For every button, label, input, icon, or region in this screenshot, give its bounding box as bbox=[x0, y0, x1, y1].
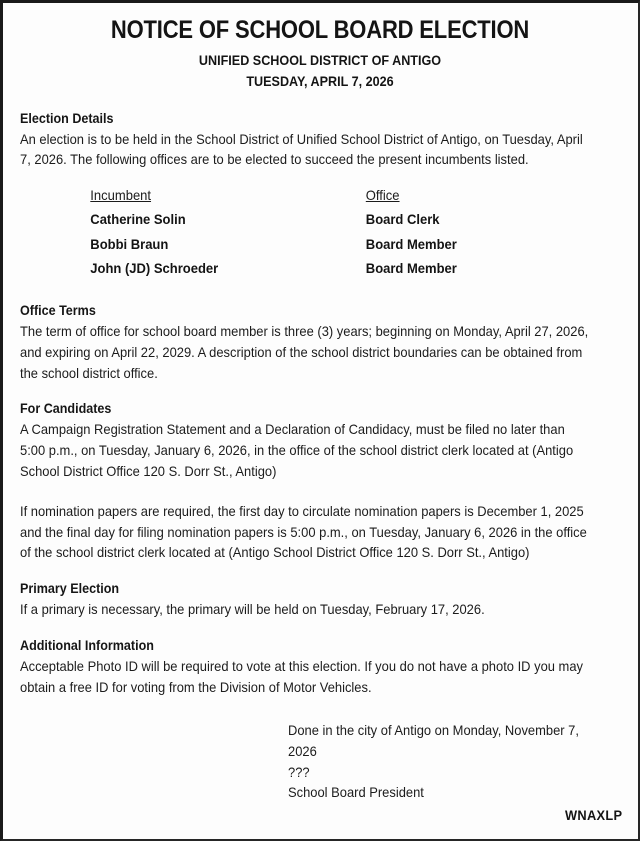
cell-office-title: Board Member bbox=[365, 260, 457, 276]
section-body-additional-information: Acceptable Photo ID will be required to vote at this election. If you do not have a photo ID you may obtain a free ID for voting from the Division of Motor Vehicles. bbox=[20, 658, 583, 695]
cell-incumbent-name: Bobbi Braun bbox=[90, 236, 169, 252]
document-masthead bbox=[20, 3, 620, 91]
section-additional-information bbox=[20, 638, 623, 699]
election-date-line: TUESDAY, APRIL 7, 2026 bbox=[246, 72, 394, 89]
section-heading-primary-election: Primary Election bbox=[20, 581, 120, 597]
section-office-terms bbox=[20, 303, 623, 384]
cell-incumbent-name: Catherine Solin bbox=[90, 212, 186, 228]
section-election-details bbox=[20, 111, 623, 172]
section-for-candidates bbox=[20, 401, 623, 564]
legal-notice-mark: WNAXLP bbox=[564, 808, 622, 823]
column-header-incumbent: Incumbent bbox=[90, 188, 152, 204]
table-row bbox=[20, 259, 584, 283]
section-body-for-candidates-1: A Campaign Registration Statement and a Declaration of Candidacy, must be filed no later than 5:00 p.m., on Tuesday, January 6, 2026, in the office of the school district clerk located at (Antigo School District Office 120 S. Dorr St., Antigo) bbox=[20, 422, 574, 479]
table-row bbox=[20, 235, 584, 259]
incumbent-office-table bbox=[20, 188, 584, 283]
section-body-primary-election: If a primary is necessary, the primary will be held on Tuesday, February 17, 2026. bbox=[20, 602, 485, 618]
column-header-office: Office bbox=[365, 188, 400, 204]
section-body-election-details: An election is to be held in the School District of Unified School District of Antigo, on Tuesday, April 7, 2026. The following offices are to be elected to succeed the present incumbents listed. bbox=[20, 131, 583, 168]
document-content-area bbox=[20, 3, 620, 839]
cell-incumbent-name: John (JD) Schroeder bbox=[90, 260, 219, 276]
section-body-office-terms: The term of office for school board member is three (3) years; beginning on Monday, April 27, 2026, and expiring on April 22, 2029. A description of the school district boundaries can be obtained from the school district office. bbox=[20, 323, 589, 381]
section-heading-office-terms: Office Terms bbox=[20, 303, 96, 319]
signature-name-placeholder: ??? bbox=[288, 764, 310, 780]
district-subtitle: UNIFIED SCHOOL DISTRICT OF ANTIGO bbox=[198, 52, 442, 68]
cell-office-title: Board Member bbox=[365, 236, 457, 252]
table-row bbox=[20, 210, 584, 234]
cell-office-title: Board Clerk bbox=[365, 212, 440, 228]
section-heading-additional-information: Additional Information bbox=[20, 638, 154, 654]
section-body-for-candidates-2: If nomination papers are required, the first day to circulate nomination papers is December 1, 2025 and the final day for filing nomination papers is 5:00 p.m., on Tuesday, January 6, 2026 in the office of the school district clerk located at (Antigo School District Office 120 S. Dorr St., Antigo) bbox=[20, 503, 587, 561]
signature-block bbox=[288, 721, 618, 804]
section-heading-for-candidates: For Candidates bbox=[20, 401, 112, 417]
section-primary-election bbox=[20, 581, 623, 621]
section-heading-election-details: Election Details bbox=[20, 110, 114, 126]
page-title: NOTICE OF SCHOOL BOARD ELECTION bbox=[110, 16, 530, 44]
signature-done-in-line: Done in the city of Antigo on Monday, November 7, 2026 bbox=[288, 723, 579, 759]
table-header-row bbox=[20, 188, 584, 210]
document-body bbox=[20, 111, 623, 699]
signature-title: School Board President bbox=[288, 785, 424, 801]
